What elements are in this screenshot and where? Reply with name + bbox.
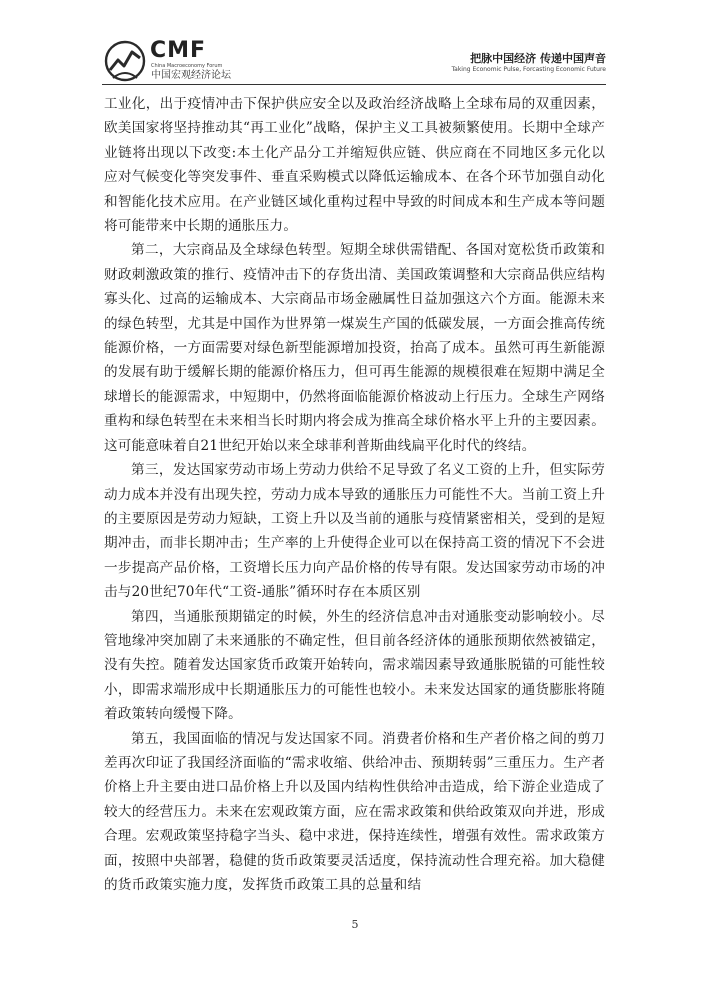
logo-text: CMF: [150, 38, 207, 63]
tagline-chinese: 把脉中国经济 传递中国声音: [470, 52, 606, 65]
logo-subtitle: China Macroeconomy Forum: [151, 63, 223, 69]
cmf-logo: [104, 38, 264, 86]
page-number: 5: [351, 918, 359, 931]
cmf-logo-mark-icon: [104, 38, 146, 84]
paragraph-second-point: 第二，大宗商品及全球绿色转型。短期全球供需错配、各国对宽松货币政策和财政刺激政策的推行、疫情冲击下的存货出清、美国政策调整和大宗商品供应结构寡头化、过高的运输成本、大宗商品市场金融属性日益加强这六个方面。能源未来的绿色转型，尤其是中国作为世界第一煤炭生产国的低碳发展，一方面会推高传统能源价格，一方面需要对绿色新型能源增加投资，抬高了成本。虽然可再生新能源的发展有助于缓解长期的能源价格压力，但可再生能源的规模很难在短期中满足全球增长的能源需求，中短期中，仍然将面临能源价格波动上行压力。全球生产网络重构和绿色转型在未来相当长时期内将会成为推高全球价格水平上升的主要因素。这可能意味着自21世纪开始以来全球菲利普斯曲线扁平化时代的终结。: [104, 242, 605, 454]
tagline-english: Taking Economic Pulse, Forcasting Economic Future: [451, 66, 606, 73]
paragraph-third-point: 第三，发达国家劳动市场上劳动力供给不足导致了名义工资的上升，但实际劳动力成本并没有出现失控，劳动力成本导致的通胀压力可能性不大。当前工资上升的主要原因是劳动力短缺，工资上升以及当前的通胀与疫情紧密相关，受到的是短期冲击，而非长期冲击；生产率的上升使得企业可以在保持高工资的情况下不会进一步提高产品价格，工资增长压力向产品价格的传导有限。发达国家劳动市场的冲击与20世纪70年代“工资-通胀”循环时存在本质区别: [104, 462, 605, 601]
paragraph-fifth-point: 第五，我国面临的情况与发达国家不同。消费者价格和生产者价格之间的剪刀差再次印证了我国经济面临的“需求收缩、供给冲击、预期转弱”三重压力。生产者价格上升主要由进口品价格上升以及国内结构性供给冲击造成，给下游企业造成了较大的经营压力。未来在宏观政策方面，应在需求政策和供给政策双向并进，形成合理。宏观政策坚持稳字当头、稳中求进，保持连续性，增强有效性。需求政策方面，按照中央部署，稳健的货币政策要灵活适度，保持流动性合理充裕。加大稳健的货币政策实施力度，发挥货币政策工具的总量和结: [104, 730, 605, 893]
header-divider: [102, 84, 606, 85]
header-tagline: [451, 52, 606, 74]
document-body: [104, 92, 605, 897]
logo-chinese-name: 中国宏观经济论坛: [151, 70, 231, 81]
paragraph-continuation: 工业化，出于疫情冲击下保护供应安全以及政治经济战略上全球布局的双重因素，欧美国家将坚持推动其“再工业化”战略，保护主义工具被频繁使用。长期中全球产业链将出现以下改变:本土化产品分工并缩短供应链、供应商在不同地区多元化以应对气候变化等突发事件、垂直采购模式以降低运输成本、在各个环节加强自动化和智能化技术应用。在产业链区域化重构过程中导致的时间成本和生产成本等问题将可能带来中长期的通胀压力。: [104, 96, 605, 235]
page-header: [0, 0, 710, 92]
paragraph-fourth-point: 第四，当通胀预期锚定的时候，外生的经济信息冲击对通胀变动影响较小。尽管地缘冲突加剧了未来通胀的不确定性，但目前各经济体的通胀预期依然被锚定，没有失控。随着发达国家货币政策开始转向，需求端因素导致通胀脱锚的可能性较小，即需求端形成中长期通胀压力的可能性也较小。未来发达国家的通货膨胀将随着政策转向缓慢下降。: [104, 608, 605, 723]
